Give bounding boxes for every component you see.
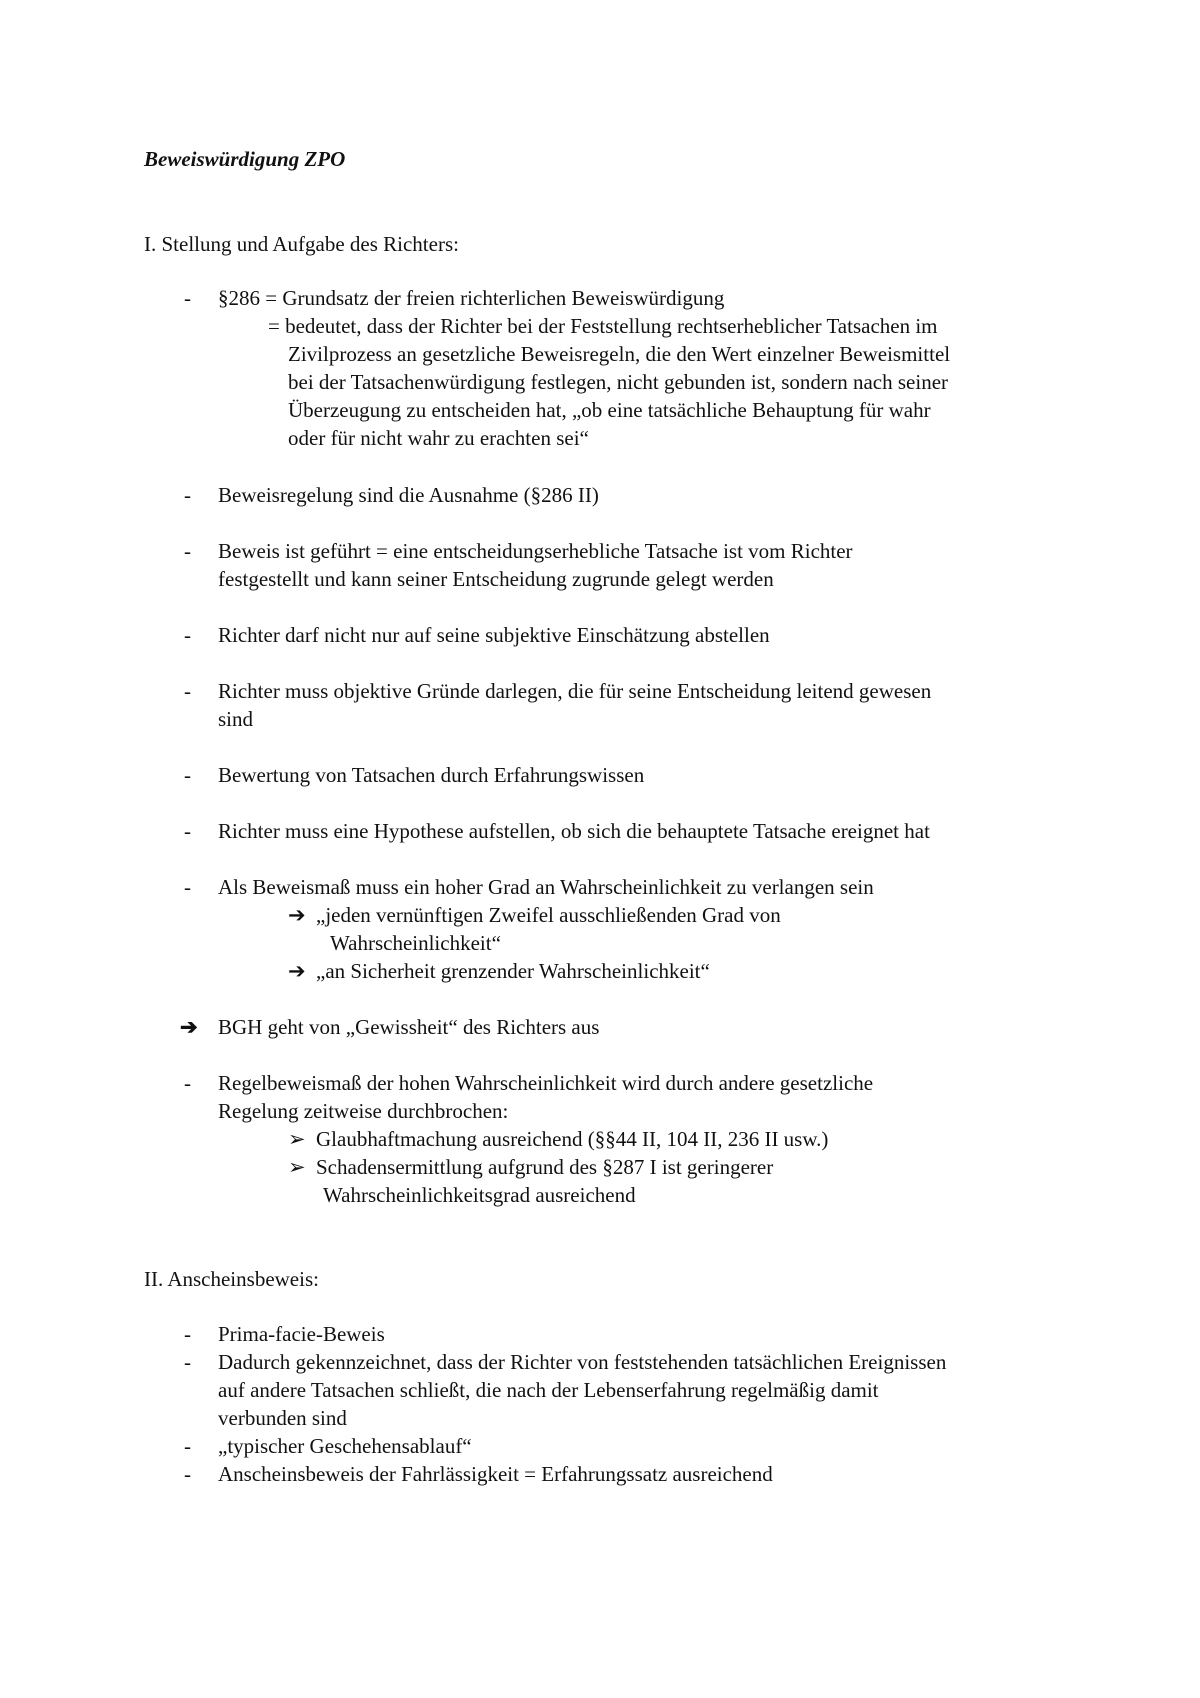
bullet-dash: - — [184, 763, 191, 787]
list-item-text: auf andere Tatsachen schließt, die nach der Lebenserfahrung regelmäßig damit — [218, 1378, 879, 1402]
list-item-text: Zivilprozess an gesetzliche Beweisregeln, die den Wert einzelner Beweismittel — [288, 342, 951, 366]
sub-item-text: Wahrscheinlichkeit“ — [330, 931, 501, 955]
thick-arrow-icon: ➔ — [180, 1015, 198, 1039]
list-item-text: Überzeugung zu entscheiden hat, „ob eine tatsächliche Behauptung für wahr — [288, 398, 931, 422]
sub-item — [288, 901, 781, 929]
bullet-dash: - — [184, 679, 191, 703]
bullet-dash: - — [184, 286, 191, 310]
sub-item-text: Schadensermittlung aufgrund des §287 I ist geringerer — [316, 1155, 774, 1179]
list-item-text: Richter darf nicht nur auf seine subjektive Einschätzung abstellen — [218, 623, 770, 647]
document-title: Beweiswürdigung ZPO — [144, 147, 346, 171]
list-item-text: oder für nicht wahr zu erachten sei“ — [288, 426, 589, 450]
list-item-text: Prima-facie-Beweis — [218, 1322, 385, 1346]
list-item-text: §286 = Grundsatz der freien richterlichen Beweiswürdigung — [218, 286, 725, 310]
list-item-text: sind — [218, 707, 254, 731]
arrow-right-icon: ➔ — [288, 959, 306, 983]
section-heading: II. Anscheinsbeweis: — [144, 1267, 319, 1291]
sub-item-text: „an Sicherheit grenzender Wahrscheinlichkeit“ — [316, 959, 710, 983]
pointer-arrow-icon: ➢ — [288, 1127, 306, 1151]
sub-item — [288, 1153, 773, 1181]
sub-item-text: Wahrscheinlichkeitsgrad ausreichend — [323, 1183, 636, 1207]
arrow-right-icon: ➔ — [288, 903, 306, 927]
pointer-arrow-icon: ➢ — [288, 1155, 306, 1179]
bullet-dash: - — [184, 1322, 191, 1346]
bullet-dash: - — [184, 1434, 191, 1458]
sub-item-text: „jeden vernünftigen Zweifel ausschließenden Grad von — [316, 903, 781, 927]
list-item-text: Regelung zeitweise durchbrochen: — [218, 1099, 509, 1123]
list-item-text: Beweisregelung sind die Ausnahme (§286 II) — [218, 483, 599, 507]
bullet-dash: - — [184, 1462, 191, 1486]
list-item-text: Bewertung von Tatsachen durch Erfahrungswissen — [218, 763, 645, 787]
list-item-text: BGH geht von „Gewissheit“ des Richters aus — [218, 1015, 600, 1039]
list-item-text: Dadurch gekennzeichnet, dass der Richter von feststehenden tatsächlichen Ereignissen — [218, 1350, 947, 1374]
sub-item — [288, 957, 710, 985]
bullet-dash: - — [184, 539, 191, 563]
list-item-text: festgestellt und kann seiner Entscheidung zugrunde gelegt werden — [218, 567, 774, 591]
list-item-text: bei der Tatsachenwürdigung festlegen, nicht gebunden ist, sondern nach seiner — [288, 370, 949, 394]
bullet-dash: - — [184, 623, 191, 647]
section-heading: I. Stellung und Aufgabe des Richters: — [144, 232, 459, 256]
list-item-text: = bedeutet, dass der Richter bei der Feststellung rechtserheblicher Tatsachen im — [268, 314, 938, 338]
sub-item — [288, 1125, 828, 1153]
list-item-text: Beweis ist geführt = eine entscheidungserhebliche Tatsache ist vom Richter — [218, 539, 853, 563]
sub-item-text: Glaubhaftmachung ausreichend (§§44 II, 104 II, 236 II usw.) — [316, 1127, 829, 1151]
list-item-text: „typischer Geschehensablauf“ — [218, 1434, 472, 1458]
bullet-dash: - — [184, 483, 191, 507]
bullet-dash: - — [184, 819, 191, 843]
list-item-text: Regelbeweismaß der hohen Wahrscheinlichkeit wird durch andere gesetzliche — [218, 1071, 874, 1095]
bullet-dash: - — [184, 875, 191, 899]
list-item-text: Anscheinsbeweis der Fahrlässigkeit = Erfahrungssatz ausreichend — [218, 1462, 773, 1486]
bullet-dash: - — [184, 1071, 191, 1095]
list-item-text: verbunden sind — [218, 1406, 347, 1430]
list-item-text: Als Beweismaß muss ein hoher Grad an Wahrscheinlichkeit zu verlangen sein — [218, 875, 874, 899]
bullet-dash: - — [184, 1350, 191, 1374]
list-item-text: Richter muss objektive Gründe darlegen, die für seine Entscheidung leitend gewesen — [218, 679, 932, 703]
list-item-text: Richter muss eine Hypothese aufstellen, ob sich die behauptete Tatsache ereignet hat — [218, 819, 930, 843]
